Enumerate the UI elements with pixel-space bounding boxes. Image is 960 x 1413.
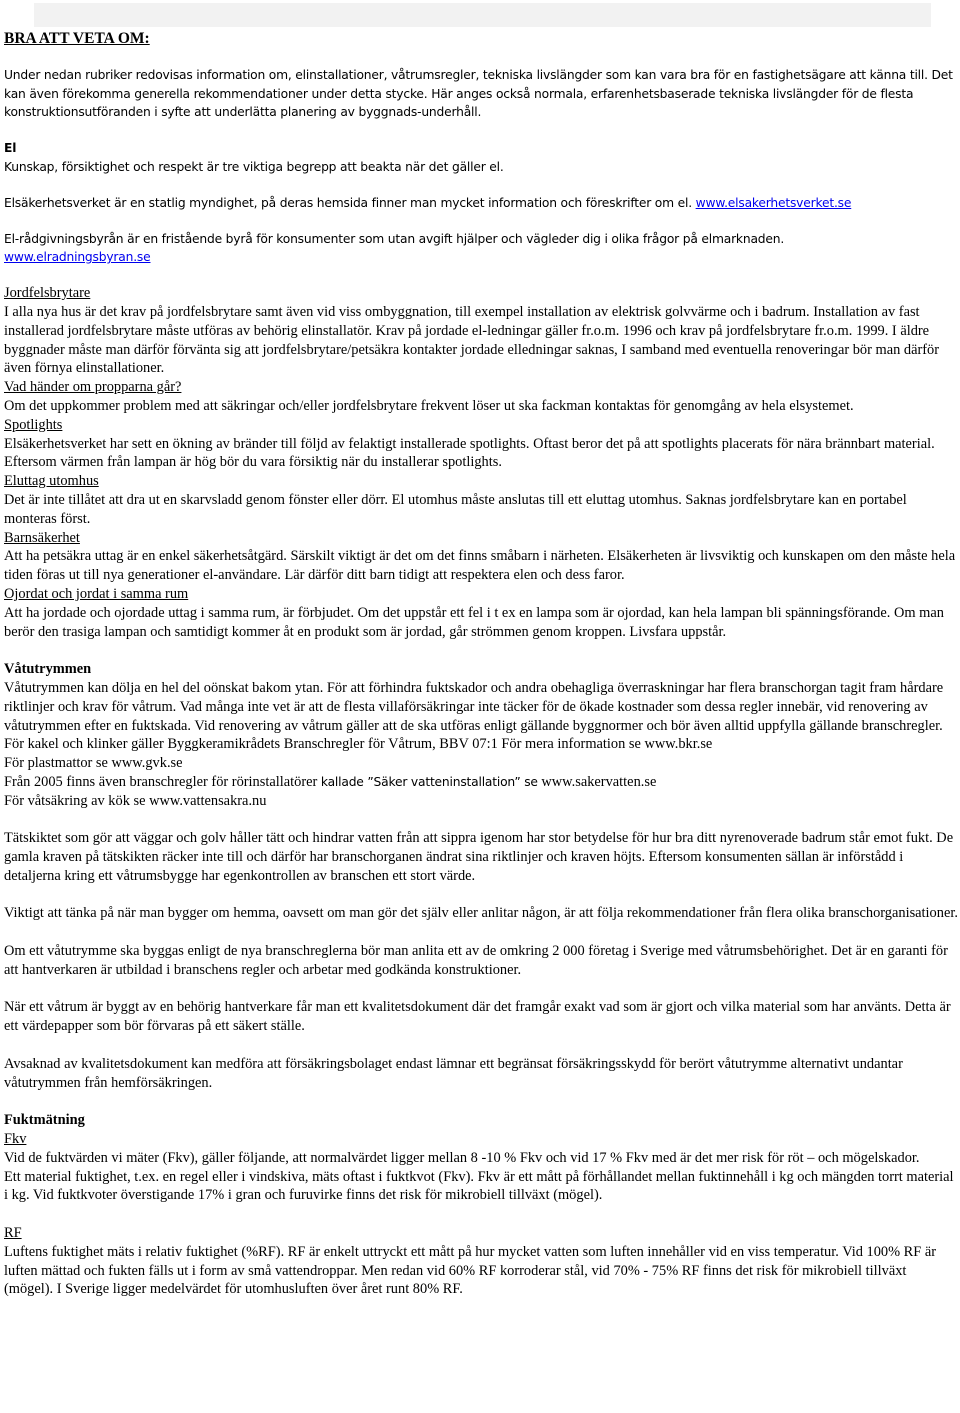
vatutrymmen-ror-a: Från 2005 finns även branschregler för rörinstallatörer [4, 773, 321, 790]
document-page [4, 30, 958, 1299]
vatutrymmen-p5: När ett våtrum är byggt av en behörig hantverkare får man ett kvalitetsdokument där det framgår exakt vad som är gjort och vilka material som har använts. Detta är ett värdepapper som bör förvaras på ett säkert ställe. [4, 999, 951, 1035]
spotlights-text: Elsäkerhetsverket har sett en ökning av bränder till följd av felaktigt installerade spotlights. Oftast beror det på att spotlights placerats för nära brännbart material. Eftersom värmen från lampan är hög bör du vara försiktig när du installerar spotlights. [4, 435, 935, 471]
vatutrymmen-p3: Viktigt att tänka på när man bygger om hemma, oavsett om man gör det själv eller anlitar någon, är att följa rekommendationer från flera olika branschorganisationer. [4, 905, 958, 922]
vatutrymmen-forsakring: För våtsäkring av kök se www.vattensakra.nu [4, 792, 267, 809]
vatutrymmen-plast: För plastmattor se www.gvk.se [4, 755, 183, 772]
propp-title: Vad händer om propparna går? [4, 379, 182, 396]
vatutrymmen-p1: Våtutrymmen kan dölja en hel del oönskat bakom ytan. För att förhindra fuktskador och andra obehagliga överraskningar har flera branschorgan tagit fram hårdare riktlinjer och krav för våtrum. Vad många inte vet är att de flesta villaförsäkringar inte täcker för de ökade kostnader som dessa regler innebär, vid renovering av våtutrymmen efter en fuktskada. Vid renovering av våtrum gäller att de ska utföras enligt gällande byggnormer och bör även alltid uppfylla gällande branschregler. [4, 679, 944, 734]
propp-text: Om det uppkommer problem med att säkringar och/eller jordfelsbrytare frekvent löser ut ska fackman kontaktas för genomgång av hela elsystemet. [4, 397, 854, 414]
elradgivning-text: El-rådgivningsbyrån är en fristående byrå för konsumenter som utan avgift hjälper och vägleder dig i olika frågor på elmarknaden. [4, 231, 785, 246]
spotlights-title: Spotlights [4, 416, 63, 433]
el-text: Kunskap, försiktighet och respekt är tre viktiga begrepp att beakta när det gäller el. [4, 159, 504, 174]
elsakerhetsverket-link[interactable]: www.elsakerhetsverket.se [695, 195, 852, 210]
barnsakerhet-text: Att ha petsäkra uttag är en enkel säkerhetsåtgärd. Särskilt viktigt är det om det finns småbarn i närheten. Elsäkerheten är livsviktig och kunskapen om den måste hela tiden föras ut till nya generationer el-användare. Lär därför ditt barn tidigt att respektera elen och dess faror. [4, 548, 956, 584]
vatutrymmen-ror [4, 773, 958, 792]
rf-title: RF [4, 1225, 22, 1242]
vatutrymmen-kakel: För kakel och klinker gäller Byggkeramikrådets Branschregler för Våtrum, BBV 07:1 För mera information se www.bkr.se [4, 736, 713, 753]
fkv-p2: Ett material fuktighet, t.ex. en regel eller i vindskiva, mäts oftast i fuktkvot (Fkv). Fkv är ett mått på förhållandet mellan fuktinnehåll i kg och mängden torrt material i kg. Vid fuktkvoter överstigande 17% i gran och furuvirke finns det risk för mikrobiell tillväxt (mögel). [4, 1168, 954, 1204]
top-bar [34, 3, 931, 27]
eluttag-text: Det är inte tillåtet att dra ut en skarvsladd genom fönster eller dörr. El utomhus måste anslutas till ett eluttag utomhus. Saknas jordfelsbrytare kan en portabel monteras först. [4, 491, 907, 527]
fuktmatning-title: Fuktmätning [4, 1112, 85, 1129]
intro-paragraph: Under nedan rubriker redovisas information om, elinstallationer, våtrumsregler, tekniska livslängder som kan vara bra för en fastighetsägare att känna till. Det kan även förekomma generella rekommendationer under detta stycke. Här anges också normala, erfarenhetsbaserade tekniska livslängder för de flesta konstruktionsutföranden i syfte att underlätta planering av byggnads-underhåll. [4, 67, 953, 120]
barnsakerhet-title: Barnsäkerhet [4, 529, 80, 546]
ojordat-title: Ojordat och jordat i samma rum [4, 585, 189, 602]
fkv-p1: Vid de fuktvärden vi mäter (Fkv), gäller följande, att normalvärdet ligger mellan 8 -10 % Fkv och vid 17 % Fkv med är det mer risk för röt – och mögelskador. [4, 1149, 920, 1166]
rf-p1: Luftens fuktighet mäts i relativ fuktighet (%RF). RF är enkelt uttryckt ett mått på hur mycket vatten som luften innehåller vid en viss temperatur. Vid 100% RF är luften mättad och fukten fälls ut i form av små vattendroppar. Men redan vid 60% RF korroderar stål, vid 70% - 75% RF finns det risk för mikrobiell tillväxt (mögel). I Sverige ligger medelvärdet för utomhusluften över året runt 80% RF. [4, 1243, 937, 1298]
page-heading: BRA ATT VETA OM: [4, 30, 150, 47]
vatutrymmen-p6: Avsaknad av kvalitetsdokument kan medföra att försäkringsbolaget endast lämnar ett begränsat försäkringsskydd för berört våtutrymme alternativt undantar våtutrymmen från hemförsäkringen. [4, 1055, 903, 1091]
elsakerhetsverket-text: Elsäkerhetsverket är en statlig myndighet, på deras hemsida finner man mycket information och föreskrifter om el. [4, 195, 696, 210]
vatutrymmen-ror-c: www.sakervatten.se [537, 773, 657, 790]
ojordat-text: Att ha jordade och ojordade uttag i samma rum, är förbjudet. Om det uppstår ett fel i t ex en lampa som är ojordad, kan hela lampan bli spänningsförande. Om man berör den trasiga lampan och samtidigt kommer åt en produkt som är jordad, går strömmen genom kroppen. Livsfara uppstår. [4, 604, 944, 640]
jordfel-text: I alla nya hus är det krav på jordfelsbrytare samt även vid viss ombyggnation, till exempel installation av elektrisk golvvärme och i badrum. Installation av fast installerad jordfelsbrytare måste utföras av behörig elinstallatör. Krav på jordade el-ledningar gäller fr.o.m. 1996 och krav på jordfelsbrytare fr.o.m. 1999. I äldre byggnader måste man därför förvänta sig att jordfelsbrytare/petsäkra kontakter jordade elledningar saknas, I samband med eventuella renoveringar bör man därför även förnya elinstallationer. [4, 303, 940, 377]
vatutrymmen-p2: Tätskiktet som gör att väggar och golv håller tätt och hindrar vatten från att sippra igenom har stor betydelse för hur bra ditt nyrenoverade badrum står emot fukt. De gamla kraven på tätskikten räcker inte till och därför har branschorganen ändrat sina riktlinjer och kraven höjts. Eftersom konsumenten sällan är införstådd i detaljerna kring ett våtrumsbygge har egenkontrollen av branschen ett stort värde. [4, 830, 954, 884]
jordfel-title: Jordfelsbrytare [4, 285, 91, 302]
elsakerhetsverket-paragraph [4, 194, 958, 213]
elradgivning-paragraph [4, 230, 958, 268]
fkv-title: Fkv [4, 1131, 27, 1148]
eluttag-title: Eluttag utomhus [4, 473, 99, 490]
vatutrymmen-ror-b: kallade ”Säker vatteninstallation” se [320, 774, 538, 789]
vatutrymmen-title: Våtutrymmen [4, 661, 92, 678]
el-title: El [4, 141, 17, 156]
vatutrymmen-p4: Om ett våtutrymme ska byggas enligt de nya branschreglerna bör man anlita ett av de omkring 2 000 företag i Sverige med våtrumsbehörighet. Det är en garanti för att hantverkaren är utbildad i branschens regler och arbetar med godkända konstruktioner. [4, 943, 948, 978]
elradgivning-link[interactable]: www.elradningsbyran.se [4, 250, 151, 265]
